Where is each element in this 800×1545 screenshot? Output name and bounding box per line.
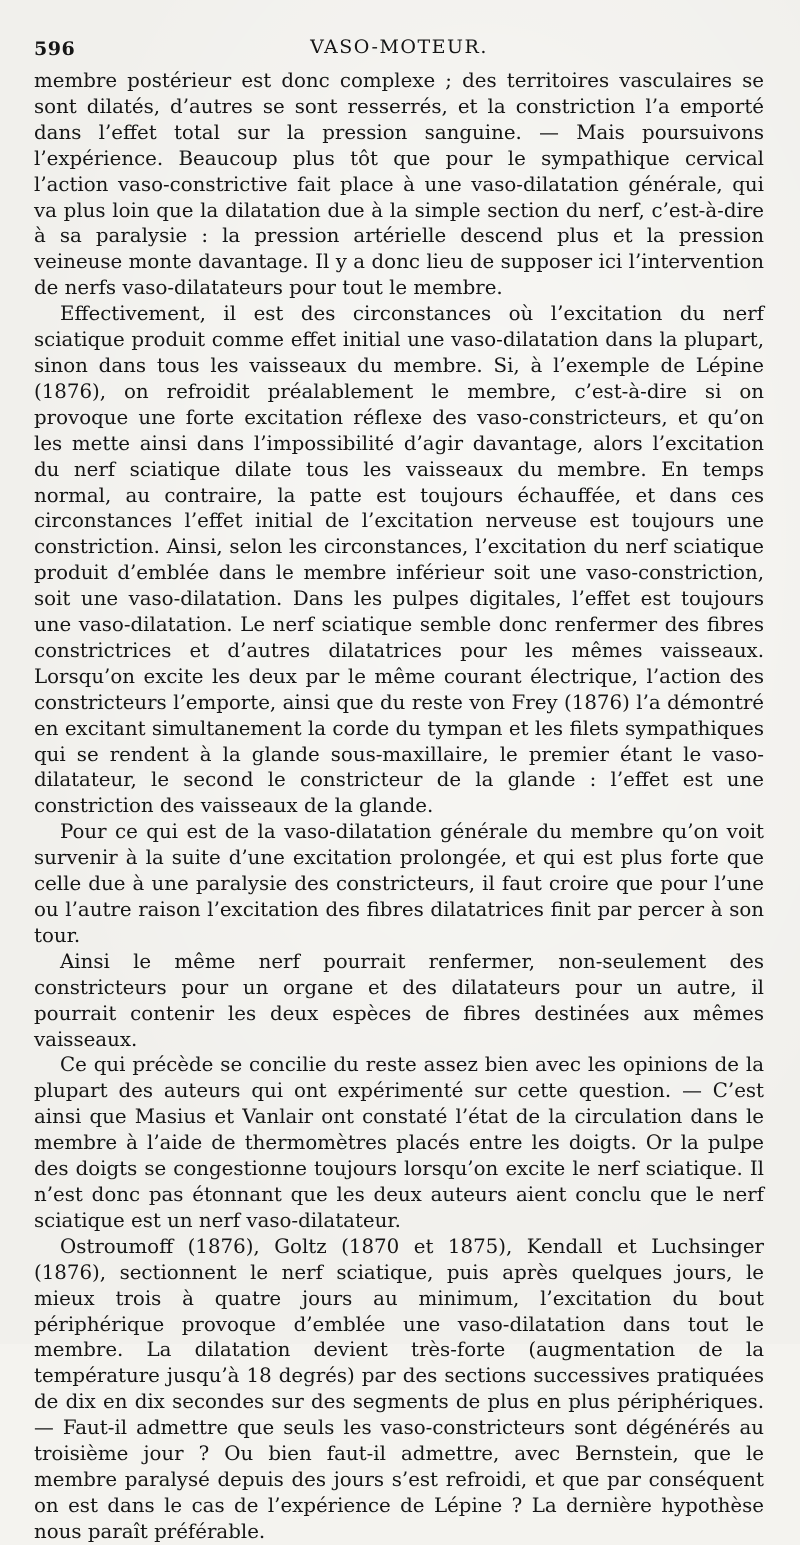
page-number: 596 bbox=[34, 38, 76, 60]
paragraph-3: Pour ce qui est de la vaso-dilatation générale du membre qu’on voit survenir à la suite d’une excitation prolongée, et qui est plus forte que celle due à une paralysie des constricteurs, il faut croire que pour l’une ou l’autre raison l’excitation des fibres dilatatrices finit par percer à son tour. bbox=[34, 820, 764, 947]
paragraph-1: membre postérieur est donc complexe ; des territoires vasculaires se sont dilatés, d’autres se sont resserrés, et la constriction l’a emporté dans l’effet total sur la pression sanguine. — Mais poursuivons l’expérience. Beaucoup plus tôt que pour le sympathique cervical l’action vaso-constrictive fait place à une vaso-dilatation générale, qui va plus loin que la dilatation due à la simple section du nerf, c’est-à-dire à sa paralysie : la pression artérielle descend plus et la pression veineuse monte davantage. Il y a donc lieu de supposer ici l’intervention de nerfs vaso-dilatateurs pour tout le membre. bbox=[34, 69, 764, 300]
running-title: VASO-MOTEUR. bbox=[310, 36, 488, 58]
paragraph-2: Effectivement, il est des circonstances où l’excitation du nerf sciatique produit comme effet initial une vaso-dilatation dans la plupart, sinon dans tous les vaisseaux du membre. Si, à l’exemple de Lépine (1876), on refroidit préalablement le membre, c’est-à-dire si on provoque une forte excitation réflexe des vaso-constricteurs, et qu’on les mette ainsi dans l’impossibilité d’agir davantage, alors l’excitation du nerf sciatique dilate tous les vaisseaux du membre. En temps normal, au contraire, la patte est toujours échauffée, et dans ces circonstances l’effet initial de l’excitation nerveuse est toujours une constriction. Ainsi, selon les circonstances, l’excitation du nerf sciatique produit d’emblée dans le membre inférieur soit une vaso-constriction, soit une vaso-dilatation. Dans les pulpes digitales, l’effet est toujours une vaso-dilatation. Le nerf sciatique semble donc renfermer des fibres constrictrices et d’autres dilatatrices pour les mêmes vaisseaux. Lorsqu’on excite les deux par le même courant électrique, l’action des constricteurs l’emporte, ainsi que du reste von Frey (1876) l’a démontré en excitant simultanement la corde du tympan et les filets sympathiques qui se rendent à la glande sous-maxillaire, le premier étant le vaso-dilatateur, le second le constricteur de la glande : l’effet est une constriction des vaisseaux de la glande. bbox=[34, 302, 764, 818]
paragraph-6: Ostroumoff (1876), Goltz (1870 et 1875), Kendall et Luchsinger (1876), sectionnent le nerf sciatique, puis après quelques jours, le mieux trois à quatre jours au minimum, l’excitation du bout périphérique provoque d’emblée une vaso-dilatation dans tout le membre. La dilatation devient très-forte (augmentation de la température jusqu’à 18 degrés) par des sections successives pratiquées de dix en dix secondes sur des segments de plus en plus périphériques. — Faut-il admettre que seuls les vaso-constricteurs sont dégénérés au troisième jour ? Ou bien faut-il admettre, avec Bernstein, que le membre paralysé depuis des jours s’est refroidi, et que par conséquent on est dans le cas de l’expérience de Lépine ? La dernière hypothèse nous paraît préférable. bbox=[34, 1234, 764, 1543]
page-header bbox=[34, 34, 764, 68]
paragraph-4: Ainsi le même nerf pourrait renfermer, non-seulement des constricteurs pour un organe et des dilatateurs pour un autre, il pourrait contenir les deux espèces de fibres destinées aux mêmes vaisseaux. bbox=[34, 949, 764, 1051]
body-text bbox=[34, 68, 764, 1545]
paragraph-5: Ce qui précède se concilie du reste assez bien avec les opinions de la plupart des auteurs qui ont expérimenté sur cette question. — C’est ainsi que Masius et Vanlair ont constaté l’état de la circulation dans le membre à l’aide de thermomètres placés entre les doigts. Or la pulpe des doigts se congestionne toujours lorsqu’on excite le nerf sciatique. Il n’est donc pas étonnant que les deux auteurs aient conclu que le nerf sciatique est un nerf vaso-dilatateur. bbox=[34, 1053, 764, 1232]
